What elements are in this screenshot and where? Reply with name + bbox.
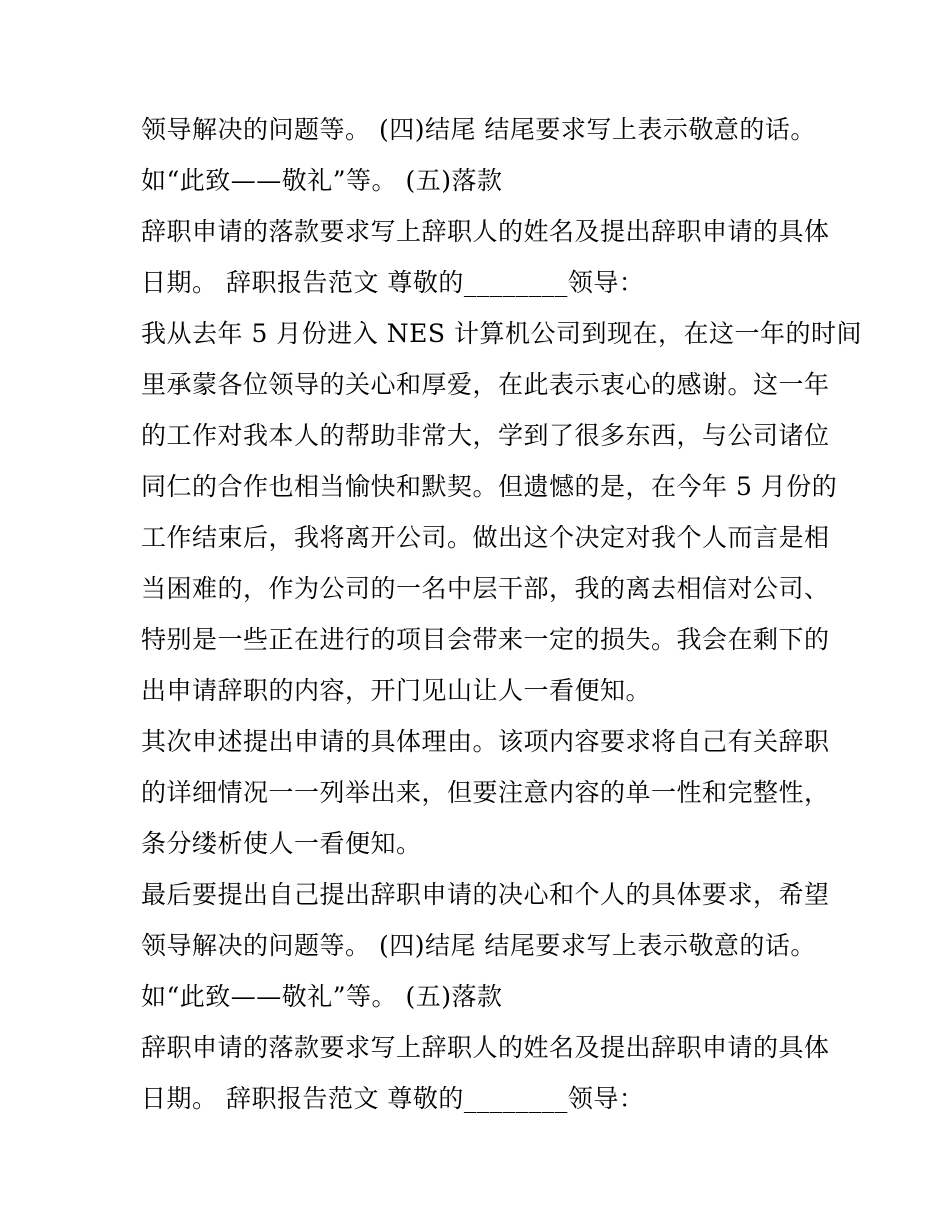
- text-line: 如“此致——敬礼”等。 (五)落款: [141, 982, 503, 1011]
- text-line: 同仁的合作也相当愉快和默契。但遗憾的是，在今年 5 月份的: [141, 472, 838, 501]
- text-line: 如“此致——敬礼”等。 (五)落款: [141, 166, 503, 195]
- text-line: 日期。 辞职报告范文 尊敬的________领导：: [141, 268, 645, 297]
- text-line: 辞职申请的落款要求写上辞职人的姓名及提出辞职申请的具体: [141, 217, 830, 246]
- text-line: 领导解决的问题等。 (四)结尾 结尾要求写上表示敬意的话。: [141, 931, 816, 960]
- text-line: 辞职申请的落款要求写上辞职人的姓名及提出辞职申请的具体: [141, 1033, 830, 1062]
- text-line: 工作结束后，我将离开公司。做出这个决定对我个人而言是相: [141, 523, 830, 552]
- text-line: 里承蒙各位领导的关心和厚爱，在此表示衷心的感谢。这一年: [141, 370, 830, 399]
- text-line: 其次申述提出申请的具体理由。该项内容要求将自己有关辞职: [141, 727, 830, 756]
- text-line: 我从去年 5 月份进入 NES 计算机公司到现在，在这一年的时间: [141, 319, 862, 348]
- text-line: 当困难的，作为公司的一名中层干部，我的离去相信对公司、: [141, 574, 830, 603]
- text-line: 的工作对我本人的帮助非常大，学到了很多东西，与公司诸位: [141, 421, 830, 450]
- document-body: [141, 108, 862, 1128]
- text-line: 领导解决的问题等。 (四)结尾 结尾要求写上表示敬意的话。: [141, 115, 816, 144]
- text-line: 特别是一些正在进行的项目会带来一定的损失。我会在剩下的: [141, 625, 830, 654]
- text-line: 最后要提出自己提出辞职申请的决心和个人的具体要求，希望: [141, 880, 830, 909]
- text-line: 条分缕析使人一看便知。: [141, 829, 422, 858]
- text-line: 的详细情况一一列举出来，但要注意内容的单一性和完整性，: [141, 778, 830, 807]
- text-line: 出申请辞职的内容，开门见山让人一看便知。: [141, 676, 652, 705]
- text-line: 日期。 辞职报告范文 尊敬的________领导：: [141, 1084, 645, 1113]
